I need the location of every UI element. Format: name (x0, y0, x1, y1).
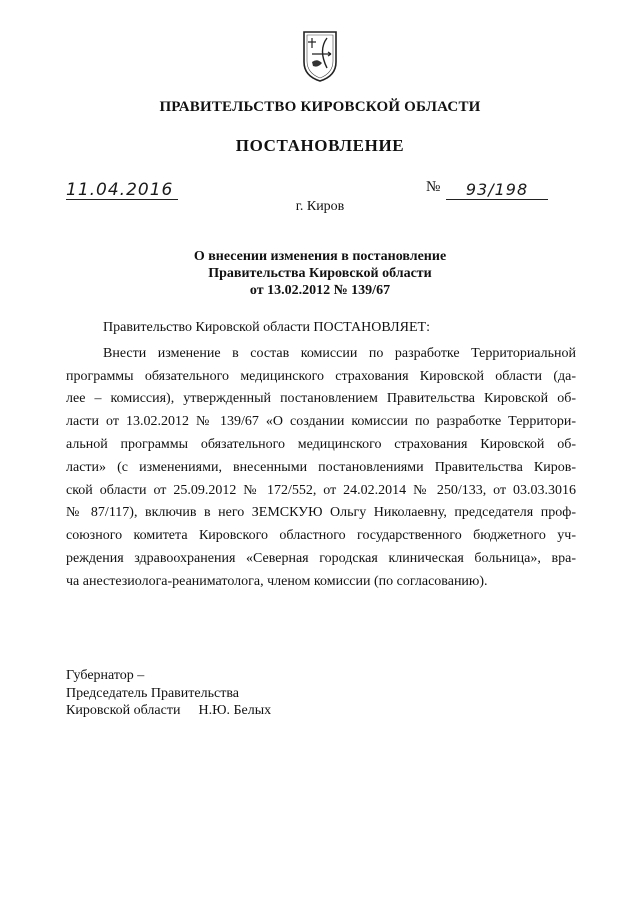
number-label: № (426, 179, 441, 195)
document-type: ПОСТАНОВЛЕНИЕ (235, 136, 405, 155)
signatory-title-line (66, 702, 271, 720)
body-line: № 87/117), включив в него ЗЕМСКУЮ Ольгу Николаевну, председателя проф- (66, 505, 576, 521)
kirov-region-coat-of-arms-icon (300, 28, 340, 84)
body-line: ласти от 13.02.2012 № 139/67 «О создании комиссии по разработке Территори- (66, 414, 576, 430)
body-line: программы обязательного медицинского страхования Кировской области (да- (66, 368, 576, 384)
body-line: Внести изменение в состав комиссии по разработке Территориальной (103, 345, 576, 361)
body-line: ской области от 25.09.2012 № 172/552, от 24.02.2014 № 250/133, от 03.03.3016 (66, 482, 576, 498)
body-line: реждения здравоохранения «Северная городская клиническая больница», вра- (66, 550, 576, 566)
handwritten-date: 11.04.2016 (66, 181, 178, 200)
signatory-title-line: Председатель Правительства (66, 685, 239, 701)
city: г. Киров (295, 199, 345, 214)
resolution-intro: Правительство Кировской области ПОСТАНОВЛЯЕТ: (103, 320, 430, 335)
subject-line: О внесении изменения в постановление (193, 249, 447, 264)
signatory-name: Н.Ю. Белых (198, 703, 272, 718)
document-body (66, 317, 576, 594)
document-subject (0, 248, 640, 299)
subject-line: от 13.02.2012 № 139/67 (249, 283, 391, 298)
signatory-region: Кировской области (66, 703, 181, 718)
government-title: ПРАВИТЕЛЬСТВО КИРОВСКОЙ ОБЛАСТИ (159, 99, 481, 115)
handwritten-document-number: 93/198 (446, 181, 548, 200)
signature-block (66, 667, 271, 720)
body-line: союзного комитета Кировского областного государственного бюджетного уч- (66, 528, 576, 544)
body-line: альной программы обязательного медицинского страхования Кировской об- (66, 436, 576, 452)
body-line: ча анестезиолога-реаниматолога, членом комиссии (по согласованию). (66, 573, 488, 589)
body-line: ласти» (с изменениями, внесенными постановлениями Правительства Киров- (66, 459, 576, 475)
subject-line: Правительства Кировской области (208, 266, 432, 281)
body-line: лее – комиссия), утвержденный постановлением Правительства Кировской об- (66, 391, 576, 407)
signatory-title-line: Губернатор – (66, 668, 145, 683)
